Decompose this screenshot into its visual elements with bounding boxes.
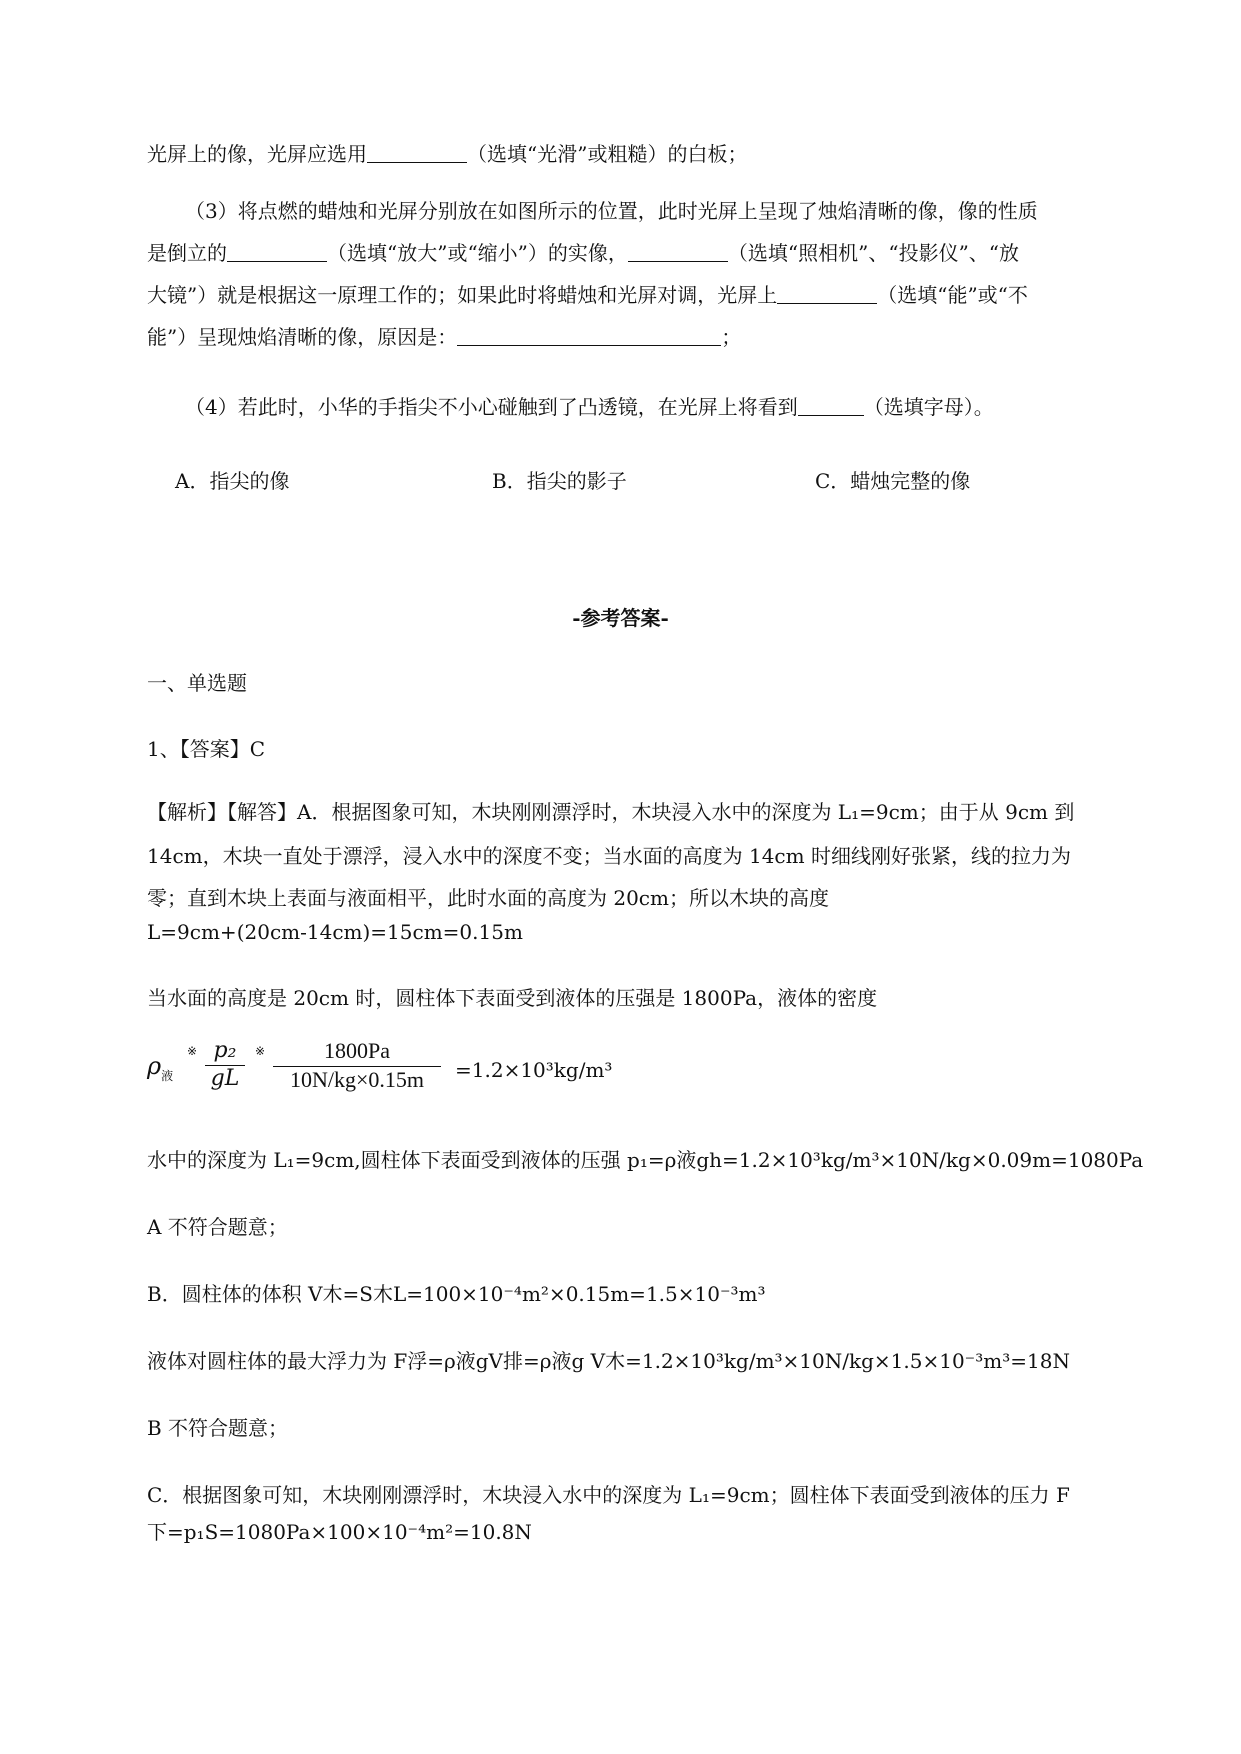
q3-text: 大镜”）就是根据这一原理工作的；如果此时将蜡烛和光屏对调，光屏上 [147, 283, 778, 307]
analysis-line-3: 零；直到木块上表面与液面相平，此时水面的高度为 20cm；所以木块的高度 [147, 886, 829, 910]
answer-blank[interactable] [628, 241, 728, 262]
option-b[interactable]: B．指尖的影子 [492, 469, 627, 493]
q2-text-post: （选填“光滑”或粗糙）的白板； [467, 142, 748, 166]
q3-text: （选填“放大”或“缩小”）的实像， [327, 241, 628, 265]
option-a[interactable]: A．指尖的像 [175, 469, 290, 493]
q3-text: ； [721, 325, 742, 349]
b-volume-line: B．圆柱体的体积 V木=S木L=100×10⁻⁴m²×0.15m=1.5×10⁻³m³ [147, 1282, 766, 1306]
answer-blank[interactable] [798, 395, 864, 416]
answer-item-1: 1、【答案】C [147, 737, 266, 761]
q3-text: （选填“照相机”、“投影仪”、“放 [727, 241, 1020, 265]
q4-text: （选填字母）。 [863, 395, 994, 419]
b-buoyancy-line: 液体对圆柱体的最大浮力为 F浮=ρ液gV排=ρ液g V木=1.2×10³kg/m³×10N/kg×1.5×10⁻³m³=18N [147, 1349, 1070, 1373]
rho-subscript: 液 [161, 1068, 174, 1083]
q3-text: 是倒立的 [147, 241, 227, 265]
q4-text: （4）若此时，小华的手指尖不小心碰触到了凸透镜，在光屏上将看到 [185, 395, 798, 419]
pressure-line: 当水面的高度是 20cm 时，圆柱体下表面受到液体的压强是 1800Pa，液体的密度 [147, 986, 878, 1010]
fraction-p-over-gl [205, 1038, 245, 1091]
answer-blank[interactable] [367, 142, 467, 163]
q3-line-2 [147, 239, 1019, 267]
a-conclusion: A 不符合题意； [147, 1215, 288, 1239]
analysis-line-1: 【解析】【解答】A．根据图象可知，木块刚刚漂浮时，木块浸入水中的深度为 L₁=9cm；由于从 9cm 到 [147, 800, 1075, 824]
q3-text: 能”）呈现烛焰清晰的像，原因是： [147, 325, 458, 349]
q3-text: （选填“能”或“不 [877, 283, 1028, 307]
rho-symbol: ρ [147, 1052, 162, 1080]
analysis-line-2: 14cm，木块一直处于漂浮，浸入水中的深度不变；当水面的高度为 14cm 时细线刚好张紧，线的拉力为 [147, 844, 1071, 868]
section-title: 一、单选题 [147, 671, 247, 695]
c-line-2: 下=p₁S=1080Pa×100×10⁻⁴m²=10.8N [147, 1520, 532, 1544]
fraction-numerator: p₂ [205, 1038, 245, 1066]
q2-tail-line [147, 140, 747, 168]
fraction-numerator: 1800Pa [273, 1038, 441, 1067]
q3-line-1: （3）将点燃的蜡烛和光屏分别放在如图所示的位置，此时光屏上呈现了烛焰清晰的像，像的性质 [185, 199, 1038, 223]
answer-blank[interactable] [457, 325, 721, 346]
q4-line [185, 393, 994, 421]
option-c[interactable]: C．蜡烛完整的像 [815, 469, 971, 493]
fraction-denominator: 10N/kg×0.15m [289, 1067, 425, 1092]
answers-heading: -参考答案- [572, 606, 669, 630]
formula-rho [147, 1052, 174, 1083]
c-line-1: C．根据图象可知，木块刚刚漂浮时，木块浸入水中的深度为 L₁=9cm；圆柱体下表面受到液体的压力 F [147, 1483, 1070, 1507]
fraction-denominator: gL [210, 1066, 240, 1091]
answer-blank[interactable] [227, 241, 327, 262]
fraction-values [273, 1038, 441, 1093]
depth-pressure-line: 水中的深度为 L₁=9cm,圆柱体下表面受到液体的压强 p₁=ρ液gh=1.2×10³kg/m³×10N/kg×0.09m=1080Pa [147, 1148, 1144, 1172]
q3-line-3 [147, 281, 1028, 309]
q3-line-4 [147, 323, 741, 351]
equals-glyph: ※ [255, 1044, 266, 1058]
answer-blank[interactable] [777, 283, 877, 304]
density-result: =1.2×10³kg/m³ [455, 1058, 613, 1082]
b-conclusion: B 不符合题意； [147, 1416, 289, 1440]
q2-text: 光屏上的像，光屏应选用 [147, 142, 367, 166]
analysis-line-4: L=9cm+(20cm-14cm)=15cm=0.15m [147, 920, 523, 944]
density-formula [147, 1038, 847, 1108]
equals-glyph: ※ [187, 1044, 198, 1058]
